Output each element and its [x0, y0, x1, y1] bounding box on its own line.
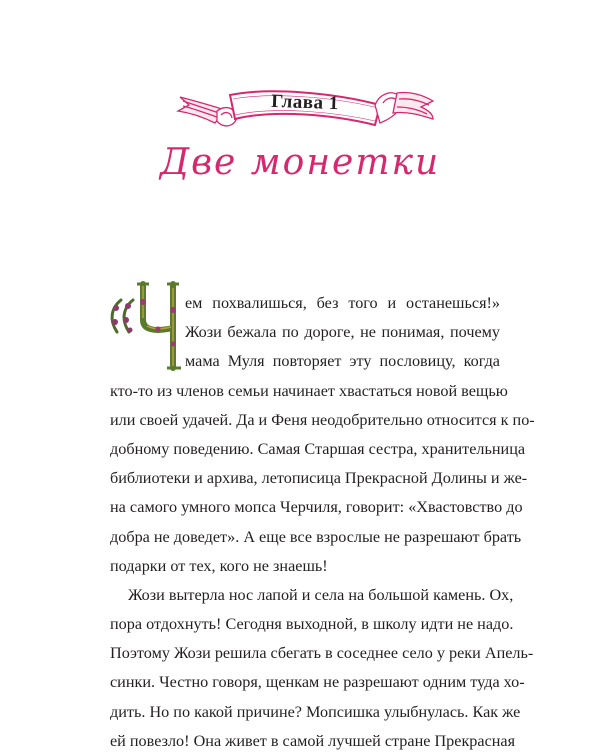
- text-line: на самого умного мопса Черчиля, говорит: «Хвастовство до: [110, 498, 523, 517]
- text-line: подарки от тех, кого не знаешь!: [110, 556, 328, 575]
- text-line: ей повезло! Она живет в самой лучшей стране Прекрасная: [110, 731, 516, 750]
- chapter-body-text: [110, 289, 535, 756]
- chapter-ribbon-banner: [175, 75, 435, 135]
- text-line: ем похвалишься, без того и останешься!»: [185, 294, 500, 312]
- text-line: пора отдохнуть! Сегодня выходной, в школу идти не надо.: [110, 615, 514, 634]
- text-line: кто-то из членов семьи начинает хвастаться новой вещью: [110, 381, 508, 400]
- text-line: добному поведению. Самая Старшая сестра, хранительница: [110, 439, 526, 458]
- text-line: библиотеки и архива, летописица Прекрасной Долины и же-: [110, 469, 528, 488]
- text-line: дить. Но по какой причине? Мопсишка улыбнулась. Как же: [110, 702, 521, 721]
- chapter-number-label: Глава 1: [270, 90, 340, 115]
- paragraph-1: [110, 289, 535, 581]
- text-line: мама Муля повторяет эту пословицу, когда: [185, 352, 500, 371]
- text-line: или своей удачей. Да и Феня неодобрительно относится к по-: [110, 410, 535, 429]
- text-line: Жози бежала по дороге, не понимая, почему: [185, 323, 500, 342]
- text-line: синки. Честно говоря, щенкам не разрешают одним туда хо-: [110, 673, 525, 692]
- text-line: добра не доведет». А еще все взрослые не разрешают брать: [110, 527, 522, 546]
- text-line: Поэтому Жози решила сбегать в соседнее село у реки Апель-: [110, 644, 534, 663]
- text-line: Жози вытерла нос лапой и села на большой камень. Ох,: [128, 585, 514, 604]
- paragraph-2: [110, 581, 534, 756]
- chapter-title: Две монетки: [159, 142, 441, 183]
